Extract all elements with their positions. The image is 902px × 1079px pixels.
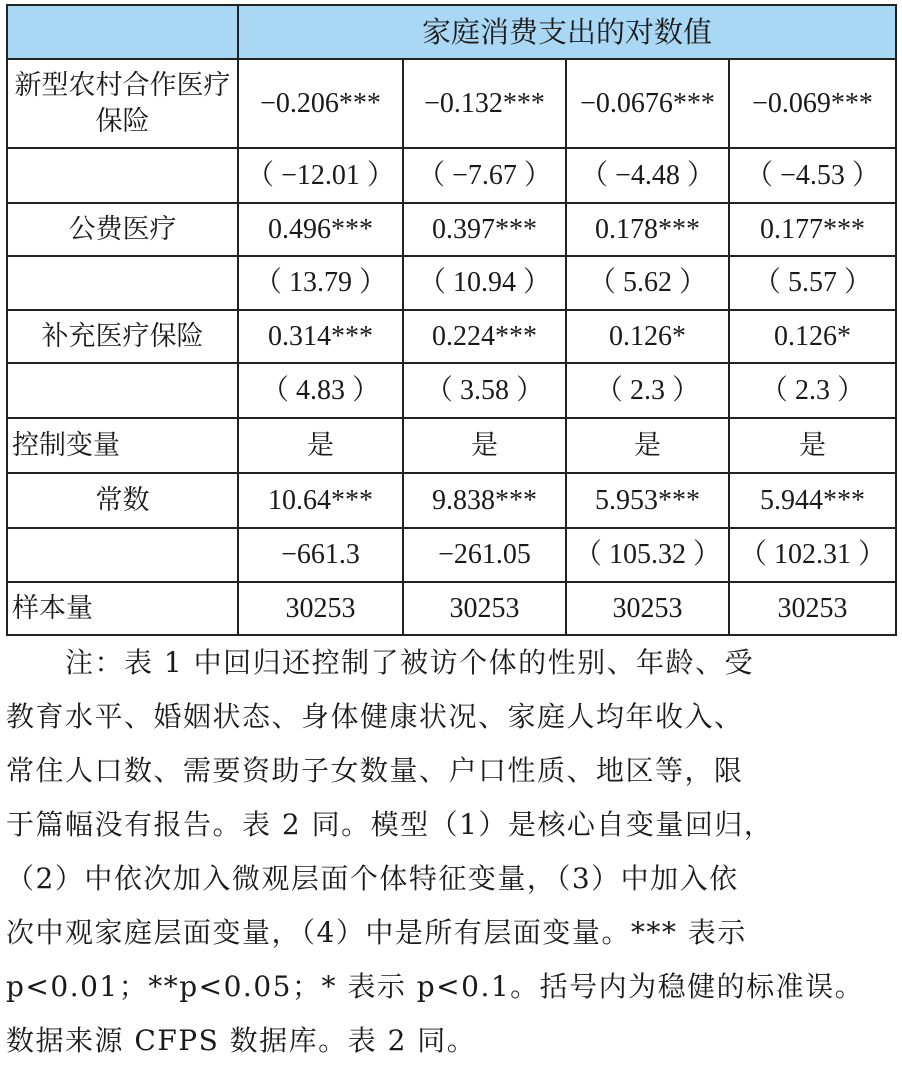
- table-row: [7, 528, 896, 582]
- table-cell: 0.177***: [729, 203, 896, 256]
- table-cell: 是: [566, 418, 729, 473]
- row-label: [7, 148, 238, 203]
- table-row: [7, 473, 896, 528]
- table-cell: （ 5.57 ）: [729, 256, 896, 310]
- table-cell: −0.0676***: [566, 59, 729, 148]
- table-cell: 0.224***: [403, 310, 566, 363]
- table-cell: （ 105.32 ）: [566, 528, 729, 582]
- row-label: 公费医疗: [7, 203, 238, 256]
- table-cell: 30253: [238, 582, 403, 635]
- row-label: [7, 363, 238, 418]
- table-cell: 30253: [566, 582, 729, 635]
- table-cell: −261.05: [403, 528, 566, 582]
- table-cell: −661.3: [238, 528, 403, 582]
- table-cell: （ −4.48 ）: [566, 148, 729, 203]
- table-cell: （ −7.67 ）: [403, 148, 566, 203]
- table-cell: 是: [238, 418, 403, 473]
- row-label: 样本量: [7, 582, 238, 635]
- note-line: 注：表 1 中回归还控制了被访个体的性别、年龄、受: [6, 646, 755, 679]
- table-cell: （ 102.31 ）: [729, 528, 896, 582]
- table-cell: 10.64***: [238, 473, 403, 528]
- table-cell: −0.206***: [238, 59, 403, 148]
- table-header-row: [7, 5, 896, 59]
- note-line: 教育水平、婚姻状态、身体健康状况、家庭人均年收入、: [6, 700, 744, 733]
- table-cell: 0.496***: [238, 203, 403, 256]
- note-line: p<0.01；**p<0.05；* 表示 p<0.1。括号内为稳健的标准误。: [6, 970, 865, 1003]
- table-cell: （ 10.94 ）: [403, 256, 566, 310]
- table-cell: （ 4.83 ）: [238, 363, 403, 418]
- table-cell: （ 13.79 ）: [238, 256, 403, 310]
- table-cell: 0.126*: [729, 310, 896, 363]
- table-row: [7, 418, 896, 473]
- note-line: 数据来源 CFPS 数据库。表 2 同。: [6, 1024, 477, 1057]
- table-row: [7, 256, 896, 310]
- table-row: [7, 582, 896, 635]
- table-cell: （ −4.53 ）: [729, 148, 896, 203]
- table-cell: 0.178***: [566, 203, 729, 256]
- table-row: [7, 148, 896, 203]
- table-corner-cell: [7, 5, 238, 59]
- row-label: 常数: [7, 473, 238, 528]
- table-row: [7, 310, 896, 363]
- table-cell: −0.132***: [403, 59, 566, 148]
- note-line: 于篇幅没有报告。表 2 同。模型（1）是核心自变量回归，: [6, 808, 774, 841]
- table-cell: 9.838***: [403, 473, 566, 528]
- table-row: [7, 59, 896, 148]
- note-line: 次中观家庭层面变量，（4）中是所有层面变量。*** 表示: [6, 916, 747, 949]
- note-line: （2）中依次加入微观层面个体特征变量，（3）中加入依: [6, 862, 739, 895]
- table-cell: 5.953***: [566, 473, 729, 528]
- regression-table: [6, 4, 897, 636]
- table-cell: 是: [403, 418, 566, 473]
- table-cell: 0.397***: [403, 203, 566, 256]
- table-cell: −0.069***: [729, 59, 896, 148]
- row-label: 控制变量: [7, 418, 238, 473]
- table-cell: （ 5.62 ）: [566, 256, 729, 310]
- table-cell: （ 2.3 ）: [566, 363, 729, 418]
- note-line: 常住人口数、需要资助子女数量、户口性质、地区等，限: [6, 754, 744, 787]
- table-cell: （ 3.58 ）: [403, 363, 566, 418]
- row-label: [7, 528, 238, 582]
- row-label: 补充医疗保险: [7, 310, 238, 363]
- table-row: [7, 203, 896, 256]
- row-label: [7, 256, 238, 310]
- table-row: [7, 363, 896, 418]
- table-cell: 30253: [729, 582, 896, 635]
- table-cell: （ −12.01 ）: [238, 148, 403, 203]
- table-cell: 0.314***: [238, 310, 403, 363]
- table-note: [6, 636, 898, 1068]
- table-header: 家庭消费支出的对数值: [238, 5, 896, 59]
- table-cell: 是: [729, 418, 896, 473]
- table-cell: 5.944***: [729, 473, 896, 528]
- table-cell: 30253: [403, 582, 566, 635]
- row-label: 新型农村合作医疗保险: [7, 59, 238, 148]
- table-cell: 0.126*: [566, 310, 729, 363]
- table-cell: （ 2.3 ）: [729, 363, 896, 418]
